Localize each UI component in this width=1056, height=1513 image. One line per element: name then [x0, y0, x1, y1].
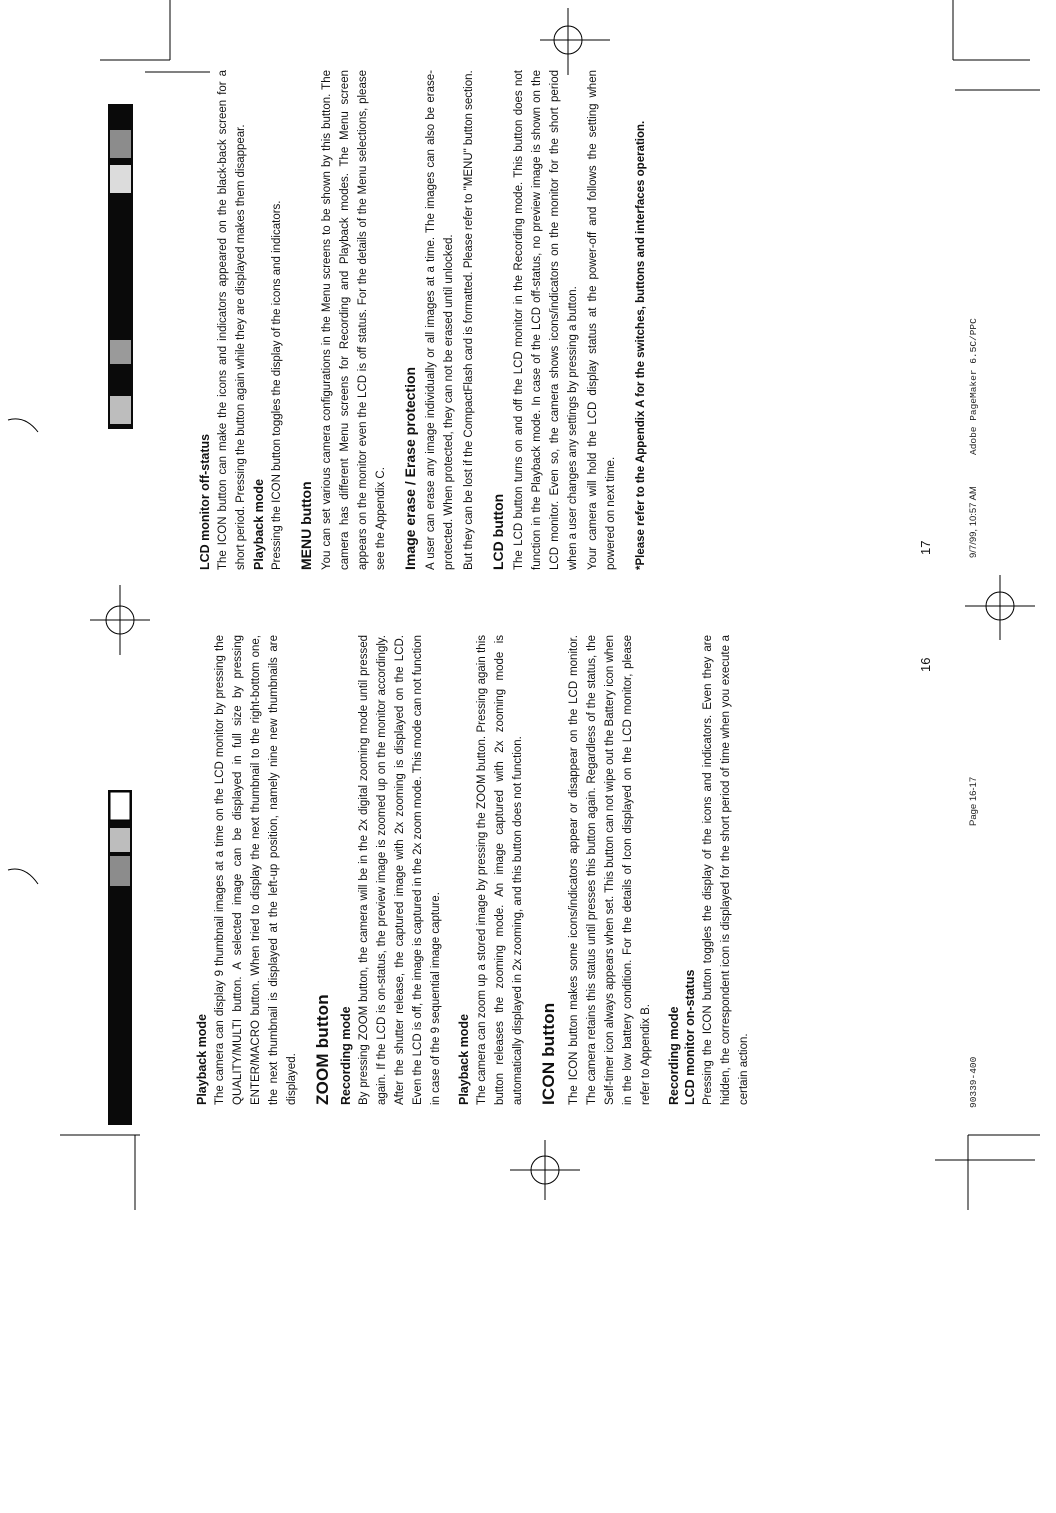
lcd-off-status-text: The ICON button can make the icons and indicators appeared on the black-back screen for a short period. Pressing the button again while they are displayed makes them disappear.	[217, 70, 247, 570]
playback-mode-heading: Playback mode	[195, 1013, 209, 1105]
zoom-playback-heading: Playback mode	[457, 1013, 471, 1105]
image-erase-title: Image erase / Erase protection	[402, 366, 418, 570]
appendix-note: *Please refer to the Appendix A for the switches, buttons and interfaces operation.	[635, 120, 647, 570]
zoom-recording-text: By pressing ZOOM button, the camera will be in the 2x digital zooming mode until pressed again. If the LCD is on-status, the preview image is zoomed up on the monitor accordingly. After the shutter release, the captured image with 2x zooming is displayed on the LCD. Even the LCD is off, the image is captured in the 2x zoom mode. This mode can not function in case of the 9 sequential image capture.	[358, 635, 442, 1105]
page-number-17: 17	[918, 540, 933, 555]
lcd-button-text-2: Your camera will hold the LCD display status at the power-off and follows the setting when powered on next time.	[587, 70, 617, 570]
image-erase-text: A user can erase any image individually or all images at a time. The images can also be erase-protected. When protected, they can not be erased until unlocked.	[425, 70, 455, 570]
playback-mode-heading-2: Playback mode	[252, 478, 266, 570]
doc-code: 90339-400	[968, 1056, 979, 1108]
page-17	[198, 70, 647, 570]
image-erase-text-2: But they can be lost if the CompactFlash card is formatted. Please refer to "MENU" button section.	[463, 70, 475, 570]
icon-button-text: The ICON button makes some icons/indicators appear or disappear on the LCD monitor. The camera retains this status until presses this button again. Regardless of the status, the Self-timer icon always appears when set. This button can not wipe out the Battery icon when in the low battery condition. For the details of Icon displayed on the LCD monitor, please refer to Appendix B.	[568, 635, 652, 1105]
lcd-on-status-text: Pressing the ICON button toggles the display of the icons and indicators. Even they are hidden, the correspondent icon is displayed for the short period of time when you execute a certain action.	[702, 635, 750, 1105]
page-number-16: 16	[918, 657, 933, 672]
playback-mode-text-2: Pressing the ICON button toggles the display of the icons and indicators.	[271, 200, 283, 570]
playback-mode-text: The camera can display 9 thumbnail images at a time on the LCD monitor by pressing the QUALITY/MULTI button. A selected image can be displayed in full size by pressing ENTER/MACRO button. When tried to display the next thumbnail to the right-bottom one, the next thumbnail is displayed at the left-up position, namely nine new thumbnails are displayed.	[214, 635, 298, 1105]
menu-button-title: MENU button	[298, 481, 314, 570]
zoom-recording-heading: Recording mode	[339, 1006, 353, 1105]
lcd-on-status-heading: LCD monitor on-status	[683, 969, 697, 1105]
zoom-playback-text: The camera can zoom up a stored image by pressing the ZOOM button. Pressing again this button releases the zooming mode. An image captured with 2x zooming mode is automatically displayed in 2x zooming, and this button does not function.	[476, 635, 524, 1105]
icon-recording-heading: Recording mode	[667, 1006, 681, 1105]
page-16	[195, 635, 750, 1105]
lcd-button-title: LCD button	[490, 493, 506, 570]
zoom-button-title: ZOOM button	[313, 994, 332, 1105]
page-label: Page 16-17	[968, 776, 979, 826]
print-timestamp: 9/7/99, 10:57 AM	[968, 486, 979, 558]
icon-button-title: ICON button	[539, 1002, 558, 1105]
menu-button-text: You can set various camera configurations in the Menu screens to be shown by this button. The camera has different Menu screens for Recording and Playback modes. The Menu screen appears on the monitor even the LCD is off status. For the details of the Menu selections, please see the Appendix C.	[321, 70, 387, 570]
software-credit: Adobe PageMaker 6.5C/PPC	[968, 318, 979, 455]
lcd-off-status-heading: LCD monitor off-status	[198, 433, 212, 570]
lcd-button-text: The LCD button turns on and off the LCD monitor in the Recording mode. This button does not function in the Playback mode. In case of the LCD off-status, no preview image is shown on the LCD monitor. Even so, the camera shows icons/indicators on the monitor for the short period when a user changes any settings by pressing a button.	[513, 70, 579, 570]
